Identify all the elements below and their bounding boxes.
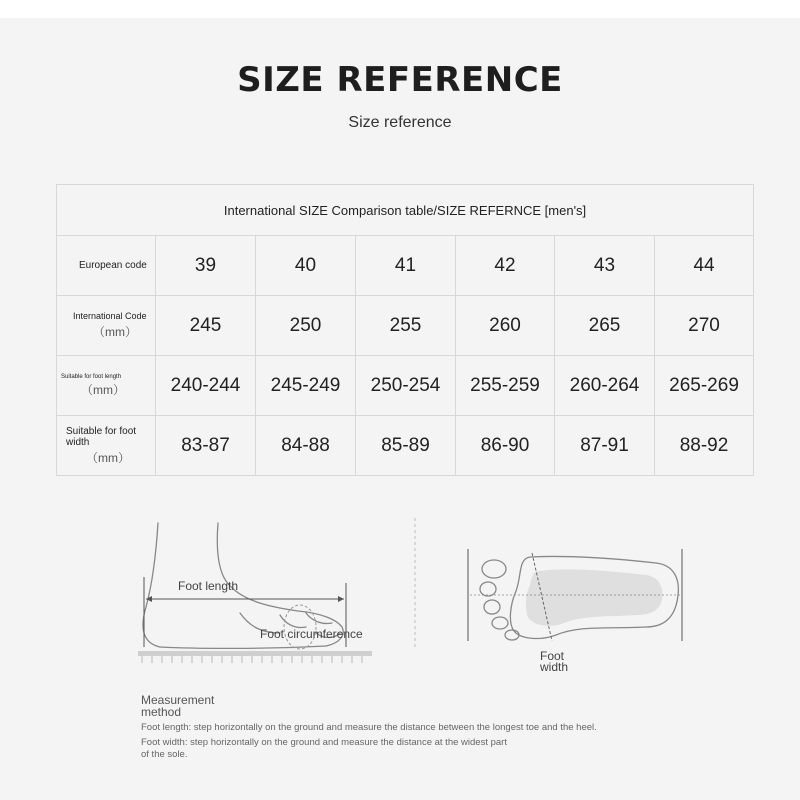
row-label-cell xyxy=(57,236,156,296)
size-value: 250 xyxy=(256,296,356,356)
size-value: 260 xyxy=(456,296,555,356)
row-label-cell xyxy=(57,296,156,356)
method-title: Measurement method xyxy=(141,693,215,719)
table-caption: International SIZE Comparison table/SIZE REFERNCE [men's] xyxy=(57,185,754,236)
row-label-cell xyxy=(57,416,156,476)
size-table xyxy=(56,184,754,476)
measurement-method xyxy=(141,694,621,764)
page-title: SIZE REFERENCE xyxy=(237,60,563,100)
figure-divider xyxy=(412,518,418,648)
size-value: 39 xyxy=(156,236,256,296)
page-subtitle: Size reference xyxy=(348,114,452,131)
row-label: Suitable for foot width xyxy=(66,425,137,448)
row-unit: （mm） xyxy=(86,450,130,465)
row-label: International Code xyxy=(73,310,147,321)
foot-width-label-line1: Foot xyxy=(540,649,565,663)
size-value: 260-264 xyxy=(555,356,655,416)
row-unit: （mm） xyxy=(93,324,137,339)
size-value: 42 xyxy=(456,236,555,296)
size-value: 265 xyxy=(555,296,655,356)
size-value: 84-88 xyxy=(256,416,356,476)
size-value: 85-89 xyxy=(356,416,456,476)
size-value: 245-249 xyxy=(256,356,356,416)
top-strip xyxy=(0,0,800,18)
size-value: 240-244 xyxy=(156,356,256,416)
size-value: 255 xyxy=(356,296,456,356)
size-value: 88-92 xyxy=(655,416,754,476)
row-unit: （mm） xyxy=(81,383,125,398)
foot-width-label-line2: width xyxy=(540,660,569,674)
size-value: 44 xyxy=(655,236,754,296)
table-row-european-code xyxy=(57,236,754,296)
size-value: 250-254 xyxy=(356,356,456,416)
foot-sole-view-illustration xyxy=(460,545,690,675)
size-value: 41 xyxy=(356,236,456,296)
size-value: 245 xyxy=(156,296,256,356)
size-value: 87-91 xyxy=(555,416,655,476)
size-value: 83-87 xyxy=(156,416,256,476)
size-value: 86-90 xyxy=(456,416,555,476)
table-row-foot-length xyxy=(57,356,754,416)
method-foot-length: Foot length: step horizontally on the ground and measure the distance between the longest toe and the heel. xyxy=(141,722,597,733)
row-label: European code xyxy=(79,260,147,271)
table-row-foot-width xyxy=(57,416,754,476)
method-foot-width: Foot width: step horizontally on the ground and measure the distance at the widest part of the sole. xyxy=(141,737,507,760)
size-value: 255-259 xyxy=(456,356,555,416)
size-value: 265-269 xyxy=(655,356,754,416)
size-value: 40 xyxy=(256,236,356,296)
foot-length-label: Foot length xyxy=(178,579,239,593)
table-row-international-code xyxy=(57,296,754,356)
size-value: 270 xyxy=(655,296,754,356)
row-label-cell xyxy=(57,356,156,416)
row-label: Suitable for foot length xyxy=(61,373,122,380)
size-value: 43 xyxy=(555,236,655,296)
foot-circumference-label: Foot circumference xyxy=(260,627,363,641)
foot-side-view-illustration xyxy=(130,515,380,665)
